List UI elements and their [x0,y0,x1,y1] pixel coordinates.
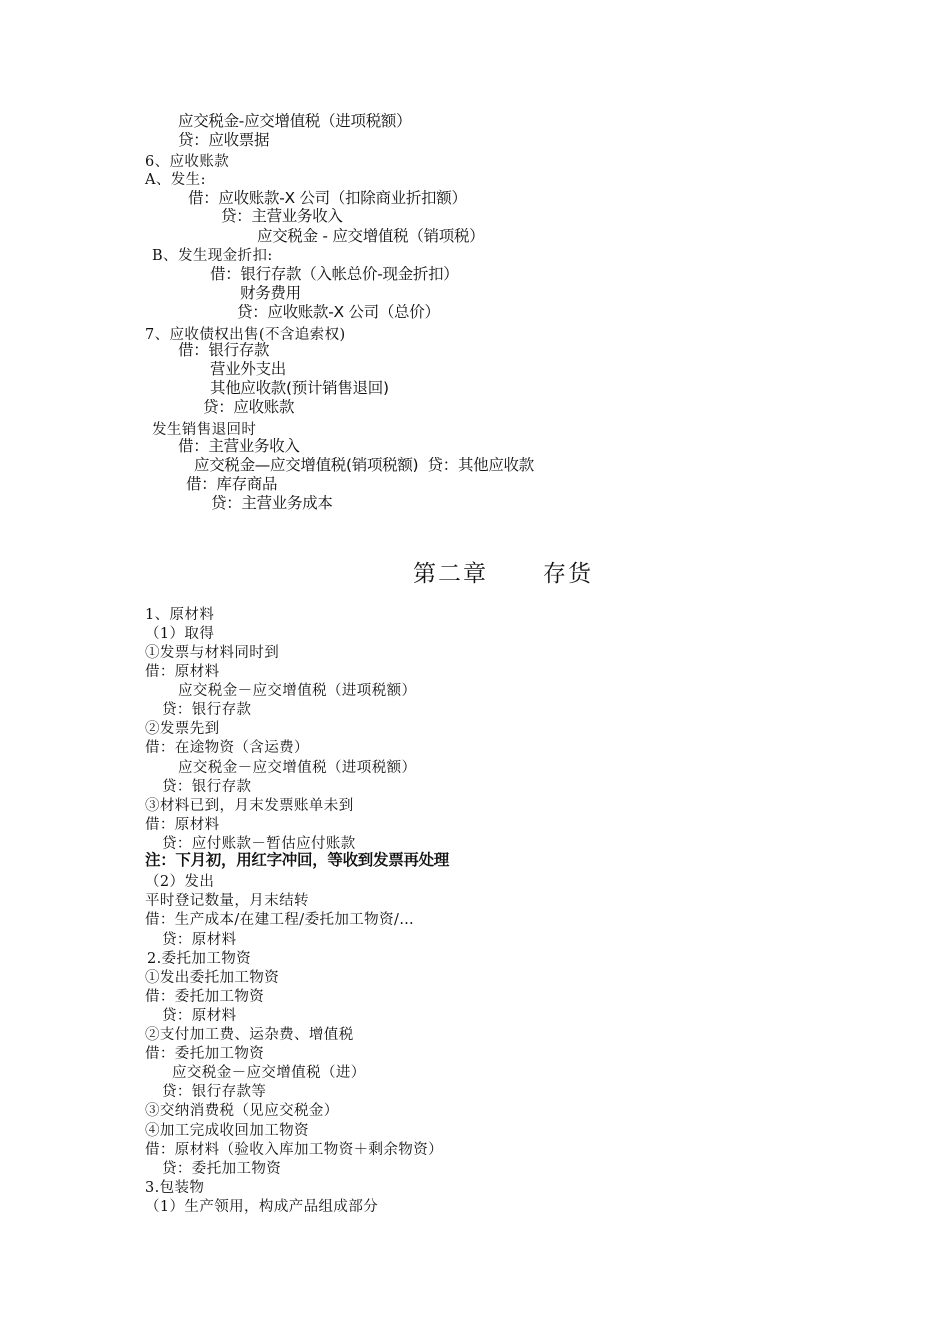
text-line: 借：生产成本/在建工程/委托加工物资/… [145,912,415,928]
text-line: ②发票先到 [145,721,220,737]
section-heading: 6、应收账款 [145,154,230,170]
subsection-heading: （1）生产领用，构成产品组成部分 [145,1199,379,1215]
section-heading: 2.委托加工物资 [147,951,252,967]
section-heading: 7、应收债权出售(不含追索权) [145,327,346,343]
text-line: 应交税金－应交增值税（进项税额） [178,760,417,776]
text-line: 应交税金—应交增值税(销项税额) 贷：其他应收款 [194,456,534,474]
text-line: 应交税金－应交增值税（进） [172,1065,366,1081]
text-line: 贷：应收票据 [178,131,270,149]
text-line: ③材料已到，月末发票账单未到 [145,798,354,814]
text-line: 贷：应收账款 [203,398,295,416]
note-line: 注：下月初，用红字冲回，等收到发票再处理 [145,851,450,869]
text-line: 借：库存商品 [186,475,278,493]
text-line: 应交税金－应交增值税（进项税额） [178,683,417,699]
subsection-heading: （2）发出 [145,874,215,890]
section-heading: 3.包装物 [145,1180,205,1196]
text-line: 应交税金 - 应交增值税（销项税） [257,227,485,245]
text-line: 贷：银行存款 [162,702,252,718]
subsection-heading: B、发生现金折扣: [152,248,273,264]
text-line: 营业外支出 [210,360,287,378]
text-line: 平时登记数量，月末结转 [145,893,309,909]
section-heading: 1、原材料 [145,607,215,623]
text-line: ①发出委托加工物资 [145,970,280,986]
text-line: 贷：主营业务成本 [211,494,333,512]
text-line: 借：原材料（验收入库加工物资＋剩余物资） [145,1142,443,1158]
text-line: 应交税金-应交增值税（进项税额） [178,112,412,130]
text-line: 借：委托加工物资 [145,1046,265,1062]
text-line: 贷：委托加工物资 [162,1161,282,1177]
text-line: 借：应收账款-X 公司（扣除商业折扣额） [188,189,467,207]
subsection-heading: A、发生: [145,172,206,188]
text-line: 贷：原材料 [162,1008,237,1024]
text-line: 贷：原材料 [162,932,237,948]
text-line: 贷：应收账款-X 公司（总价） [237,303,440,321]
subsection-heading: （1）取得 [145,626,215,642]
chapter-title: 存货 [543,561,593,587]
subsection-heading: 发生销售退回时 [152,422,257,438]
text-line: 财务费用 [240,284,301,302]
text-line: 贷：银行存款 [162,779,252,795]
text-line: 借：主营业务收入 [178,437,300,455]
text-line: 借：在途物资（含运费） [145,740,309,756]
text-line: 贷：银行存款等 [162,1084,267,1100]
text-line: 借：委托加工物资 [145,989,265,1005]
chapter-number: 第二章 [413,561,488,587]
text-line: ②支付加工费、运杂费、增值税 [145,1027,354,1043]
text-line: 借：银行存款 [178,341,270,359]
text-line: 贷：主营业务收入 [221,207,343,225]
text-line: ④加工完成收回加工物资 [145,1123,309,1139]
text-line: 借：银行存款（入帐总价-现金折扣） [210,265,459,283]
text-line: 其他应收款(预计销售退回) [210,379,389,397]
text-line: 借：原材料 [145,817,220,833]
text-line: 借：原材料 [145,664,220,680]
text-line: 贷：应付账款－暂估应付账款 [162,836,356,852]
text-line: ①发票与材料同时到 [145,645,280,661]
text-line: ③交纳消费税（见应交税金） [145,1103,339,1119]
